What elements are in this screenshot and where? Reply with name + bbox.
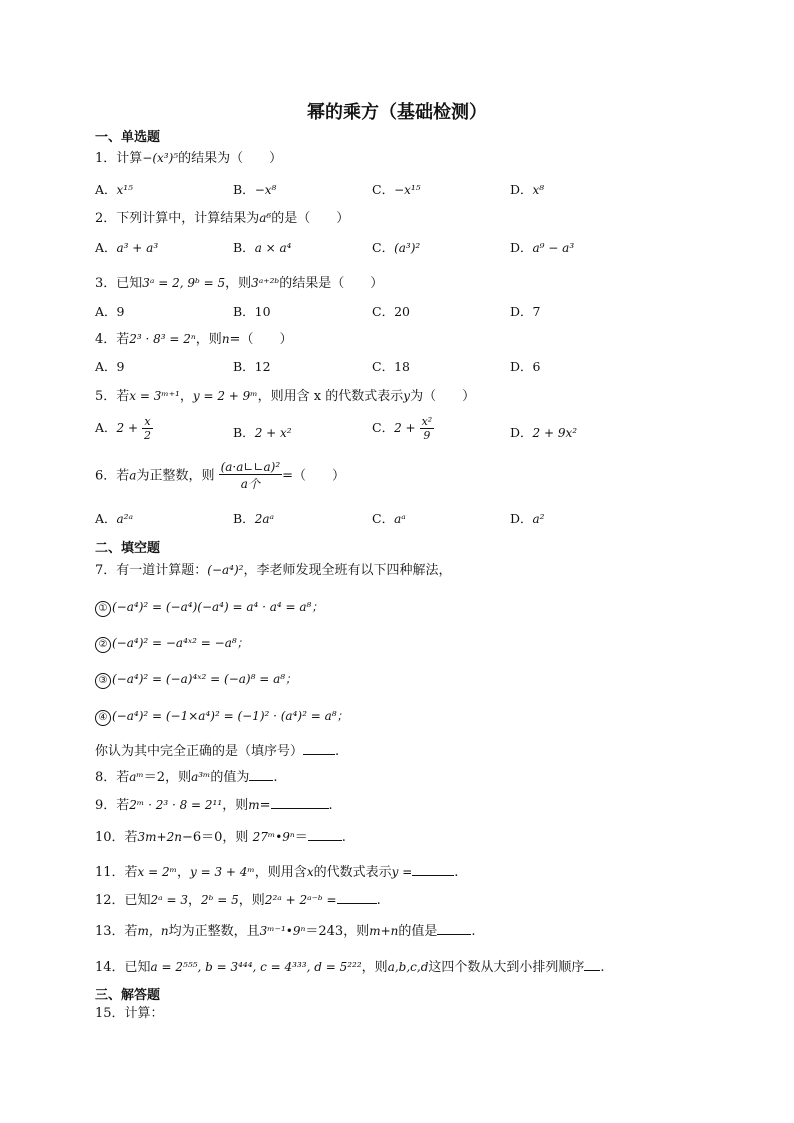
math-expression: −(x³)⁵ xyxy=(142,151,179,165)
option-c: C．2 + $\frac{\text{x²}}{9}$ xyxy=(372,415,433,442)
option-b: B．2 + x² xyxy=(233,425,292,440)
page-title: 幂的乘方（基础检测） xyxy=(307,102,487,123)
question-3: 3．已知3ᵃ = 2, 9ᵇ = 5，则3ᵃ⁺²ᵇ的结果是（ ） xyxy=(95,276,384,291)
solution-4: ④ (−a⁴)² = (−1×a⁴)² = (−1)² · (a⁴)² = a⁸； xyxy=(95,707,349,726)
question-text: 1．计算 xyxy=(95,151,143,166)
question-10: 10．若3m+2n−6＝0，则 27ᵐ•9ⁿ＝ . xyxy=(95,830,346,845)
option-a: A．9 xyxy=(95,304,125,319)
question-6: 6．若a为正整数，则 $\frac{\text{(a·a∟∟a)²}}{\text{a个}}$ =（ ） xyxy=(95,460,346,491)
option-a: A．x¹⁵ xyxy=(95,182,133,197)
option-b: B．−x⁸ xyxy=(233,182,277,197)
section-heading-single-choice: 一、单选题 xyxy=(95,130,161,145)
answer-blank[interactable] xyxy=(249,768,273,781)
answer-blank[interactable] xyxy=(337,891,377,904)
answer-blank[interactable] xyxy=(303,742,335,755)
question-15: 15．计算： xyxy=(95,1006,164,1021)
question-4: 4．若2³ · 8³ = 2ⁿ，则n=（ ） xyxy=(95,332,293,347)
answer-blank[interactable] xyxy=(412,863,454,876)
section-heading-solve: 三、解答题 xyxy=(95,988,161,1003)
option-a: A．a³ + a³ xyxy=(95,240,159,255)
question-11: 11．若x = 2ᵐ，y = 3 + 4ᵐ，则用含x的代数式表示y = . xyxy=(95,865,459,880)
option-d: D．x⁸ xyxy=(510,182,545,197)
option-a: A．9 xyxy=(95,359,125,374)
solution-2: ② (−a⁴)² = −a⁴ˣ² = −a⁸； xyxy=(95,634,249,653)
option-c: C．aᵃ xyxy=(372,511,406,526)
option-c: C．20 xyxy=(372,304,410,319)
question-14: 14．已知a = 2⁵⁵⁵, b = 3⁴⁴⁴, c = 4³³³, d = 5²²²，则a,b,c,d这四个数从大到小排列顺序 . xyxy=(95,960,605,975)
fraction: $\frac{\text{(a·a∟∟a)²}}{\text{a个}}$ xyxy=(220,460,281,491)
option-c: C．−x¹⁵ xyxy=(372,182,421,197)
option-b: B．2aᵃ xyxy=(233,511,274,526)
solution-1: ① (−a⁴)² = (−a⁴)(−a⁴) = a⁴ · a⁴ = a⁸； xyxy=(95,598,323,617)
option-c: C．(a³)² xyxy=(372,240,421,255)
answer-blank[interactable] xyxy=(308,828,342,841)
question-5: 5．若x = 3ᵐ⁺¹，y = 2 + 9ᵐ，则用含 x 的代数式表示y为（ ） xyxy=(95,389,476,404)
answer-blank[interactable] xyxy=(584,958,600,971)
answer-blank[interactable] xyxy=(437,922,471,935)
option-d: D．7 xyxy=(510,304,541,319)
question-7-ask: 你认为其中完全正确的是（填序号） . xyxy=(95,744,340,759)
fraction: $\frac{x}{2}$ xyxy=(144,415,152,442)
solution-3: ③ (−a⁴)² = (−a)⁴ˣ² = (−a)⁸ = a⁸； xyxy=(95,670,297,689)
option-a: A．2 + $\frac{x}{2}$ xyxy=(95,415,152,442)
option-d: D．2 + 9x² xyxy=(510,425,578,440)
question-text: 的结果为（ ） xyxy=(178,151,283,166)
option-d: D．a² xyxy=(510,511,545,526)
section-heading-fill-blank: 二、填空题 xyxy=(95,541,161,556)
question-12: 12．已知2ᵃ = 3，2ᵇ = 5，则2²ᵃ + 2ᵃ⁻ᵇ = . xyxy=(95,893,381,908)
fraction: $\frac{\text{x²}}{9}$ xyxy=(421,415,433,442)
option-a: A．a²ᵃ xyxy=(95,511,134,526)
question-13: 13．若m，n均为正整数，且3ᵐ⁻¹•9ⁿ＝243，则m+n的值是 . xyxy=(95,924,476,939)
answer-blank[interactable] xyxy=(271,796,329,809)
question-8: 8．若aᵐ＝2，则a³ᵐ的值为 . xyxy=(95,770,278,785)
option-b: B．a × a⁴ xyxy=(233,240,292,255)
option-b: B．10 xyxy=(233,304,271,319)
option-c: C．18 xyxy=(372,359,410,374)
option-d: D．6 xyxy=(510,359,541,374)
option-d: D．a⁹ − a³ xyxy=(510,240,575,255)
question-7: 7．有一道计算题：(−a⁴)²，李老师发现全班有以下四种解法， xyxy=(95,563,452,578)
question-2: 2．下列计算中，计算结果为a⁶的是（ ） xyxy=(95,211,350,226)
question-1 xyxy=(95,147,282,166)
option-b: B．12 xyxy=(233,359,271,374)
question-9: 9．若2ᵐ · 2³ · 8 = 2¹¹，则m= . xyxy=(95,798,333,813)
